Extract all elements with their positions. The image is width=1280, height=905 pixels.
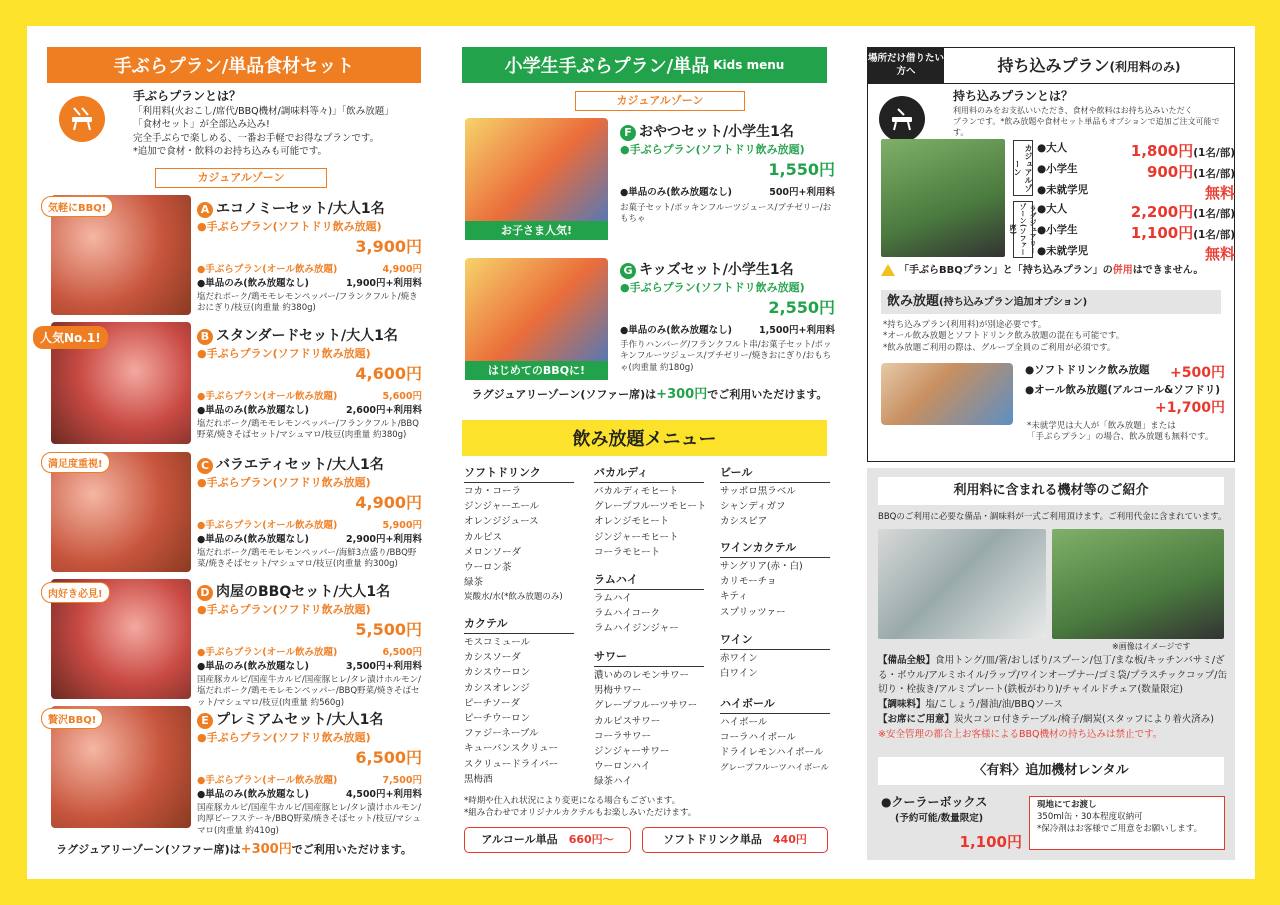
drink-head: カクテル bbox=[464, 615, 574, 634]
set-name: プレミアムセット/大人1名 bbox=[216, 712, 384, 728]
nomi-header: 飲み放題(持ち込みプラン追加オプション) bbox=[881, 290, 1221, 314]
set-desc: 塩だれポーク/鶏モモレモンペッパー/海鮮3点盛り/BBQ野菜/焼きそばセット/マシュマロ/枝豆(肉重量 約300g) bbox=[197, 548, 417, 570]
set-single-price: 2,600円+利用料 bbox=[345, 405, 422, 416]
set-plan: ●手ぶらプラン(ソフドリ飲み放題) bbox=[197, 731, 371, 744]
set-name: バラエティセット/大人1名 bbox=[216, 457, 384, 473]
photo-caption: はじめてのBBQに! bbox=[465, 361, 608, 380]
drink-list: バカルディモヒート グレープフルーツモヒート オレンジモヒート ジンジャーモヒート コーラモヒート bbox=[594, 486, 707, 558]
intro-line: 「利用料(火おこし/席代/BBQ機材/調味料等々)」「飲み放題」 bbox=[133, 106, 394, 117]
set-letter: F bbox=[620, 125, 636, 141]
set-c bbox=[197, 454, 422, 571]
set-desc: お菓子セット/ポッキンフルーツジュース/プチゼリー/おもちゃ bbox=[620, 203, 832, 225]
set-e bbox=[197, 709, 422, 837]
drink-list: ラムハイ ラムハイコーク ラムハイジンジャー bbox=[594, 593, 679, 635]
set-plan: ●手ぶらプラン(ソフトドリ飲み放題) bbox=[620, 281, 805, 294]
set-all-price: 6,500円 bbox=[382, 647, 422, 658]
warning-note: 「手ぶらBBQプラン」と「持ち込みプラン」の併用はできません。 bbox=[881, 264, 1203, 278]
set-single-label: ●単品のみ(飲み放題なし) bbox=[197, 661, 309, 672]
set-single-price: 2,900円+利用料 bbox=[345, 534, 422, 545]
set-single-label: ●単品のみ(飲み放題なし) bbox=[197, 278, 309, 289]
set-desc: 国産豚カルビ/国産牛カルビ/国産豚ヒレ/タレ漬けホルモン/肉厚ビーフステーキ/BBQ野菜/焼きそばセット/枝豆/マシュマロ(肉重量 約410g) bbox=[197, 803, 421, 836]
drink-head: ラムハイ bbox=[594, 571, 704, 590]
rental-title: 〈有料〉追加機材レンタル bbox=[878, 757, 1224, 785]
set-letter: D bbox=[197, 585, 213, 601]
venue-photo bbox=[881, 139, 1005, 257]
bring-in-line: 利用料のみをお支払いいただき、食材や飲料はお持ち込みいただく bbox=[953, 106, 1193, 115]
equipment-photo bbox=[878, 529, 1046, 639]
set-desc: 国産豚カルビ/国産牛カルビ/国産豚ヒレ/タレ漬けホルモン/塩だれポーク/鶏モモレモンペッパー/BBQ野菜/焼きそばセット/マシュマロ/枝豆(肉重量 約560g) bbox=[197, 675, 421, 708]
set-single-label: ●単品のみ(飲み放題なし) bbox=[620, 325, 732, 336]
set-price: 4,600円 bbox=[355, 364, 422, 383]
alcohol-single-pill: アルコール単品 660円〜 bbox=[464, 827, 631, 853]
drink-list: 濃いめのレモンサワー 男梅サワー グレープフルーツサワー カルピスサワー コーラサワー ジンジャーサワー ウーロンハイ 緑茶ハイ bbox=[594, 670, 698, 788]
set-g bbox=[620, 259, 835, 374]
drinking-photo bbox=[881, 363, 1013, 425]
set-b bbox=[197, 325, 422, 442]
cooler-name: ●クーラーボックス bbox=[881, 795, 988, 809]
location-only-tag: 場所だけ借りたい方へ bbox=[868, 48, 944, 84]
set-name: 肉屋のBBQセット/大人1名 bbox=[216, 584, 391, 600]
set-letter: C bbox=[197, 458, 213, 474]
bring-in-title: 持ち込みプランとは？ bbox=[953, 89, 1074, 103]
set-tag: 満足度重視! bbox=[41, 452, 110, 473]
set-price: 5,500円 bbox=[355, 620, 422, 639]
set-letter: A bbox=[197, 202, 213, 218]
set-all-label: ●手ぶらプラン(オール飲み放題) bbox=[197, 391, 338, 402]
bring-in-banner: 持ち込みプラン(利用料のみ) bbox=[944, 48, 1234, 84]
set-all-price: 5,900円 bbox=[382, 520, 422, 531]
grill-table-photo bbox=[1052, 529, 1224, 639]
photo-caption: お子さま人気! bbox=[465, 221, 608, 240]
kids-lux-note: ラグジュアリーゾーン(ソファー席)は+300円でご利用いただけます。 bbox=[471, 387, 828, 402]
set-single-label: ●単品のみ(飲み放題なし) bbox=[197, 405, 309, 416]
set-price: 3,900円 bbox=[355, 237, 422, 256]
set-all-label: ●手ぶらプラン(オール飲み放題) bbox=[197, 264, 338, 275]
kids-banner: 小学生手ぶらプラン/単品 Kids menu bbox=[462, 47, 827, 83]
set-tag: 気軽にBBQ! bbox=[41, 196, 113, 217]
set-desc: 塩だれポーク/鶏モモレモンペッパー/フランクフルト/焼きおにぎり/枝豆(肉重量 約380g) bbox=[197, 292, 418, 314]
set-single-label: ●単品のみ(飲み放題なし) bbox=[197, 789, 309, 800]
nomi-options: ●ソフトドリンク飲み放題 +500円 ●オール飲み放題(アルコール&ソフドリ) +1,700円 bbox=[1025, 364, 1225, 416]
set-plan: ●手ぶらプラン(ソフドリ飲み放題) bbox=[197, 603, 371, 616]
set-all-price: 5,600円 bbox=[382, 391, 422, 402]
set-all-price: 7,500円 bbox=[382, 775, 422, 786]
set-name: キッズセット/小学生1名 bbox=[639, 262, 794, 278]
cooler-info-box: 現地にてお渡し 350ml缶・30本程度収納可 *保冷剤はお客様でご用意をお願いします。 bbox=[1029, 796, 1225, 850]
set-letter: B bbox=[197, 329, 213, 345]
set-price: 4,900円 bbox=[355, 493, 422, 512]
luxury-zone-band: ラグジュアリーゾーン(ソファー席) bbox=[1013, 201, 1033, 258]
set-single-price: 4,500円+利用料 bbox=[345, 789, 422, 800]
equipment-body: BBQのご利用に必要な備品・調味料が一式ご利用頂けます。ご利用代金に含まれています。 bbox=[878, 512, 1227, 522]
set-all-label: ●手ぶらプラン(オール飲み放題) bbox=[197, 647, 338, 658]
cooler-price: 1,100円 bbox=[959, 833, 1022, 851]
set-all-label: ●手ぶらプラン(オール飲み放題) bbox=[197, 775, 338, 786]
casual-rates: ●大人 1,800円(1名/部) ●小学生 900円(1名/部) ●未就学児 無料 bbox=[1037, 142, 1235, 202]
menu-sheet bbox=[27, 26, 1255, 879]
set-desc: 塩だれポーク/鶏モモレモンペッパー/フランクフルト/BBQ野菜/焼きそばセット/マシュマロ/枝豆(肉重量 約380g) bbox=[197, 419, 419, 441]
right-column bbox=[867, 26, 1237, 879]
drink-list: モスコミュール カシスソーダ カシスウーロン カシスオレンジ ピーチソーダ ピーチウーロン ファジーネーブル キューバンスクリュー スクリュードライバー 黒梅酒 bbox=[464, 637, 559, 785]
soft-single-pill: ソフトドリンク単品 440円 bbox=[642, 827, 828, 853]
intro-line: 「食材セット」が全部込み込み! bbox=[133, 119, 270, 131]
set-single-label: ●単品のみ(飲み放題なし) bbox=[197, 534, 309, 545]
casual-zone-band: カジュアルゾーン bbox=[1013, 140, 1033, 196]
set-name: スタンダードセット/大人1名 bbox=[216, 328, 398, 344]
left-column bbox=[40, 26, 422, 879]
warning-icon bbox=[881, 264, 895, 276]
set-letter: E bbox=[197, 713, 213, 729]
drink-head: ソフトドリンク bbox=[464, 464, 574, 483]
cooler-sub: (予約可能/数量限定) bbox=[895, 813, 984, 824]
nomi-footer: *未就学児は大人が「飲み放題」または 「手ぶらプラン」の場合、飲み放題も無料です。 bbox=[1027, 421, 1214, 443]
drink-list: サングリア(赤・白) カリモーチョ キティ スプリッツァー bbox=[720, 561, 803, 618]
drink-head: ハイボール bbox=[720, 695, 830, 714]
intro-title: 手ぶらプランとは？ bbox=[133, 89, 242, 103]
set-tag: 肉好き必見! bbox=[41, 582, 110, 603]
lux-footer: ラグジュアリーゾーン(ソファー席)は+300円でご利用いただけます。 bbox=[56, 842, 412, 857]
set-all-price: 4,900円 bbox=[382, 264, 422, 275]
bring-in-line: プランです。*飲み放題や食材セット単品もオプションで追加ご注文可能です。 bbox=[953, 116, 1220, 137]
set-a bbox=[197, 198, 422, 315]
set-letter: G bbox=[620, 263, 636, 279]
set-plan: ●手ぶらプラン(ソフトドリ飲み放題) bbox=[620, 143, 805, 156]
equipment-title: 利用料に含まれる機材等のご紹介 bbox=[878, 477, 1224, 505]
luxury-rates: ●大人 2,200円(1名/部) ●小学生 1,100円(1名/部) ●未就学児 無料 bbox=[1037, 203, 1235, 263]
set-price: 1,550円 bbox=[768, 160, 835, 179]
equipment-list: 【備品全般】食用トング/皿/箸/おしぼり/スプーン/包丁/まな板/キッチンバサミ/ざる・ボウル/アルミホイル/ラップ/ワインオープナー/ゴミ袋/プラスチックコップ/缶切り・栓抜き/アルミプレート(鉄板がわり)/チャイルドチェア(数量限定) 【調味料】塩/こしょう/醤油/油/BBQソース 【お席にご用意】炭火コンロ付きテーブル/椅子/網炭(スタッフにより着火済み) ※安全管理の都合上お客様によるBBQ機材の持ち込みは禁止です。 bbox=[878, 655, 1227, 740]
set-d bbox=[197, 581, 422, 709]
drink-banner: 飲み放題メニュー bbox=[462, 420, 827, 456]
set-tag: 人気No.1! bbox=[33, 326, 108, 349]
left-banner: 手ぶらプラン/単品食材セット bbox=[47, 47, 421, 83]
set-f bbox=[620, 121, 835, 226]
set-all-label: ●手ぶらプラン(オール飲み放題) bbox=[197, 520, 338, 531]
drink-head: ワインカクテル bbox=[720, 539, 830, 558]
set-price: 6,500円 bbox=[355, 748, 422, 767]
drink-list: サッポロ黒ラベル シャンディガフ カシスビア bbox=[720, 486, 796, 528]
casual-zone-label: カジュアルゾーン bbox=[155, 168, 327, 188]
drink-head: ワイン bbox=[720, 631, 830, 650]
set-single-price: 500円+利用料 bbox=[769, 187, 835, 198]
set-plan: ●手ぶらプラン(ソフドリ飲み放題) bbox=[197, 347, 371, 360]
set-single-price: 1,900円+利用料 bbox=[345, 278, 422, 289]
drink-notes: *時期や仕入れ状況により変更になる場合もございます。 *組み合わせでオリジナルカクテルもお楽しみいただけます。 bbox=[464, 796, 697, 818]
set-single-price: 3,500円+利用料 bbox=[345, 661, 422, 672]
set-price: 2,550円 bbox=[768, 298, 835, 317]
image-note: ※画像はイメージです bbox=[1112, 642, 1191, 651]
intro-line: 完全手ぶらで楽しめる、一番お手軽でお得なプランです。 bbox=[133, 132, 380, 144]
set-single-label: ●単品のみ(飲み放題なし) bbox=[620, 187, 732, 198]
drink-list: ハイボール コーラハイボール ドライレモンハイボール グレープフルーツハイボール bbox=[720, 717, 830, 773]
drink-list: 赤ワイン 白ワイン bbox=[720, 653, 758, 680]
drink-head: バカルディ bbox=[594, 464, 704, 483]
set-name: エコノミーセット/大人1名 bbox=[216, 201, 385, 217]
set-tag: 贅沢BBQ! bbox=[41, 708, 103, 729]
set-plan: ●手ぶらプラン(ソフトドリ飲み放題) bbox=[197, 220, 382, 233]
set-name: おやつセット/小学生1名 bbox=[639, 124, 794, 140]
set-plan: ●手ぶらプラン(ソフドリ飲み放題) bbox=[197, 476, 371, 489]
grill-icon bbox=[879, 96, 925, 142]
nomi-notes: *持ち込みプラン(利用料)が別途必要です。 *オール飲み放題とソフトドリンク飲み放題の混在も可能です。 *飲み放題ご利用の際は、グループ全員のご利用が必須です。 bbox=[883, 320, 1125, 353]
drink-head: ビール bbox=[720, 464, 830, 483]
middle-column bbox=[462, 26, 837, 879]
kids-zone-label: カジュアルゾーン bbox=[575, 91, 745, 111]
set-desc: 手作りハンバーグ/フランクフルト串/お菓子セット/ポッキンフルーツジュース/プチゼリー/焼きおにぎり/おもちゃ(肉重量 約180g) bbox=[620, 340, 832, 373]
bbq-grill-icon bbox=[59, 96, 105, 142]
drink-head: サワー bbox=[594, 648, 704, 667]
drink-list: コカ・コーラ ジンジャーエール オレンジジュース カルピス メロンソーダ ウーロン茶 緑茶 炭酸水/水(*飲み放題のみ) bbox=[464, 486, 563, 603]
set-single-price: 1,500円+利用料 bbox=[758, 325, 835, 336]
intro-line: *追加で食材・飲料のお持ち込みも可能です。 bbox=[133, 145, 327, 157]
